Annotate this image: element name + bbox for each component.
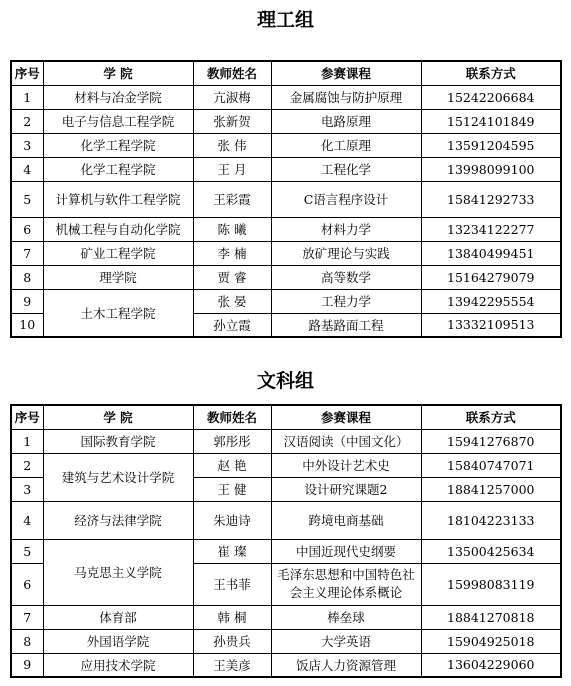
cell-course: 放矿理论与实践 <box>271 241 421 265</box>
cell-course: 设计研究课题2 <box>271 477 421 501</box>
cell-teacher: 王 健 <box>193 477 271 501</box>
cell-college: 化学工程学院 <box>43 157 193 181</box>
cell-no: 8 <box>11 629 43 653</box>
cell-college: 应用技术学院 <box>43 653 193 677</box>
cell-phone: 15941276870 <box>421 429 561 453</box>
cell-no: 6 <box>11 217 43 241</box>
science-engineering-table <box>10 60 562 338</box>
cell-course: 路基路面工程 <box>271 313 421 337</box>
table-row <box>11 605 561 629</box>
cell-phone: 15904925018 <box>421 629 561 653</box>
header-no: 序号 <box>11 61 43 85</box>
cell-no: 3 <box>11 477 43 501</box>
cell-no: 10 <box>11 313 43 337</box>
cell-phone: 18104223133 <box>421 501 561 539</box>
cell-college: 计算机与软件工程学院 <box>43 181 193 217</box>
cell-teacher: 崔 璨 <box>193 539 271 563</box>
cell-teacher: 贾 睿 <box>193 265 271 289</box>
cell-college: 体育部 <box>43 605 193 629</box>
cell-phone: 15840747071 <box>421 453 561 477</box>
table-row <box>11 289 561 313</box>
cell-phone: 13604229060 <box>421 653 561 677</box>
cell-phone: 15124101849 <box>421 109 561 133</box>
cell-college: 电子与信息工程学院 <box>43 109 193 133</box>
cell-course: 金属腐蚀与防护原理 <box>271 85 421 109</box>
cell-college: 马克思主义学院 <box>43 539 193 605</box>
cell-phone: 18841270818 <box>421 605 561 629</box>
cell-course: 中外设计艺术史 <box>271 453 421 477</box>
cell-course: 电路原理 <box>271 109 421 133</box>
table-row <box>11 265 561 289</box>
cell-no: 4 <box>11 501 43 539</box>
cell-course: 跨境电商基础 <box>271 501 421 539</box>
header-course: 参赛课程 <box>271 61 421 85</box>
cell-no: 9 <box>11 289 43 313</box>
cell-college: 理学院 <box>43 265 193 289</box>
table-row <box>11 539 561 563</box>
header-course: 参赛课程 <box>271 405 421 429</box>
cell-college: 化学工程学院 <box>43 133 193 157</box>
cell-teacher: 张 晏 <box>193 289 271 313</box>
cell-teacher: 赵 艳 <box>193 453 271 477</box>
table-header-row <box>11 405 561 429</box>
cell-college: 材料与冶金学院 <box>43 85 193 109</box>
cell-no: 8 <box>11 265 43 289</box>
cell-teacher: 亢淑梅 <box>193 85 271 109</box>
cell-course: 中国近现代史纲要 <box>271 539 421 563</box>
cell-no: 7 <box>11 241 43 265</box>
cell-college: 国际教育学院 <box>43 429 193 453</box>
liberal-arts-table <box>10 404 562 678</box>
cell-teacher: 陈 曦 <box>193 217 271 241</box>
cell-phone: 13332109513 <box>421 313 561 337</box>
cell-phone: 13942295554 <box>421 289 561 313</box>
section-title-science-engineering: 理工组 <box>256 9 314 31</box>
header-teacher: 教师姓名 <box>193 61 271 85</box>
cell-phone: 15164279079 <box>421 265 561 289</box>
cell-course: 材料力学 <box>271 217 421 241</box>
cell-teacher: 王彩霞 <box>193 181 271 217</box>
cell-no: 9 <box>11 653 43 677</box>
table-row <box>11 501 561 539</box>
cell-no: 2 <box>11 453 43 477</box>
cell-no: 1 <box>11 85 43 109</box>
cell-phone: 13591204595 <box>421 133 561 157</box>
table-row <box>11 453 561 477</box>
cell-course: 饭店人力资源管理 <box>271 653 421 677</box>
cell-college: 土木工程学院 <box>43 289 193 337</box>
cell-college: 机械工程与自动化学院 <box>43 217 193 241</box>
section-title-liberal-arts: 文科组 <box>256 370 314 392</box>
cell-teacher: 孙立霞 <box>193 313 271 337</box>
table-row <box>11 653 561 677</box>
table-row <box>11 133 561 157</box>
cell-course: 化工原理 <box>271 133 421 157</box>
cell-college: 外国语学院 <box>43 629 193 653</box>
table-row <box>11 217 561 241</box>
cell-phone: 18841257000 <box>421 477 561 501</box>
cell-phone: 13998099100 <box>421 157 561 181</box>
header-phone: 联系方式 <box>421 61 561 85</box>
cell-teacher: 张新贺 <box>193 109 271 133</box>
cell-college: 矿业工程学院 <box>43 241 193 265</box>
header-college: 学 院 <box>43 405 193 429</box>
cell-teacher: 郭彤彤 <box>193 429 271 453</box>
cell-phone: 13840499451 <box>421 241 561 265</box>
cell-phone: 15998083119 <box>421 563 561 605</box>
cell-course: 棒垒球 <box>271 605 421 629</box>
cell-teacher: 王 月 <box>193 157 271 181</box>
table-row <box>11 241 561 265</box>
cell-college: 建筑与艺术设计学院 <box>43 453 193 501</box>
header-teacher: 教师姓名 <box>193 405 271 429</box>
cell-no: 1 <box>11 429 43 453</box>
cell-phone: 15242206684 <box>421 85 561 109</box>
cell-teacher: 王美彦 <box>193 653 271 677</box>
cell-no: 4 <box>11 157 43 181</box>
cell-no: 7 <box>11 605 43 629</box>
cell-course: C语言程序设计 <box>271 181 421 217</box>
cell-phone: 13234122277 <box>421 217 561 241</box>
cell-course: 大学英语 <box>271 629 421 653</box>
cell-no: 5 <box>11 539 43 563</box>
header-no: 序号 <box>11 405 43 429</box>
cell-phone: 15841292733 <box>421 181 561 217</box>
cell-phone: 13500425634 <box>421 539 561 563</box>
cell-no: 5 <box>11 181 43 217</box>
table-row <box>11 109 561 133</box>
cell-teacher: 孙贵兵 <box>193 629 271 653</box>
cell-teacher: 朱迪诗 <box>193 501 271 539</box>
table-row <box>11 85 561 109</box>
header-college: 学 院 <box>43 61 193 85</box>
cell-course: 工程力学 <box>271 289 421 313</box>
table-row <box>11 429 561 453</box>
cell-course: 高等数学 <box>271 265 421 289</box>
table-row <box>11 157 561 181</box>
cell-teacher: 张 伟 <box>193 133 271 157</box>
cell-no: 2 <box>11 109 43 133</box>
cell-no: 3 <box>11 133 43 157</box>
header-phone: 联系方式 <box>421 405 561 429</box>
table-row <box>11 181 561 217</box>
cell-teacher: 李 楠 <box>193 241 271 265</box>
cell-college: 经济与法律学院 <box>43 501 193 539</box>
cell-course: 工程化学 <box>271 157 421 181</box>
cell-teacher: 韩 桐 <box>193 605 271 629</box>
cell-course: 汉语阅读（中国文化） <box>271 429 421 453</box>
cell-teacher: 王书菲 <box>193 563 271 605</box>
table-header-row <box>11 61 561 85</box>
cell-course: 毛泽东思想和中国特色社会主义理论体系概论 <box>271 563 421 605</box>
table-row <box>11 629 561 653</box>
cell-no: 6 <box>11 563 43 605</box>
